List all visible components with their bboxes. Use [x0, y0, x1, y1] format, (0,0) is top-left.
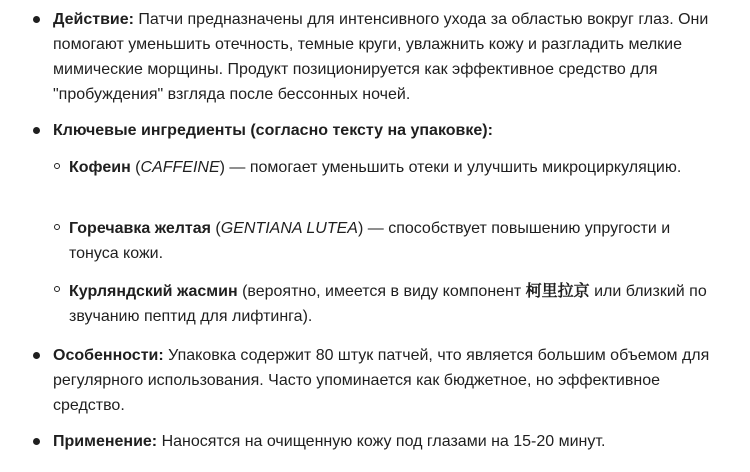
bullet-dot: [33, 352, 40, 359]
ingredient-description: или близкий по звучанию пептид для лифтинга).: [69, 283, 707, 325]
item-label: Особенности:: [53, 347, 164, 364]
list-item-usage: [53, 429, 713, 454]
item-text: Наносятся на очищенную кожу под глазами на 15-20 минут.: [157, 433, 606, 450]
item-label: Ключевые ингредиенты (согласно тексту на упаковке):: [53, 122, 493, 139]
sub-item-jasmine: Курляндский жасмин (вероятно, имеется в виду компонент 柯里拉京 или близкий по звучанию пептид для лифтинга).: [69, 278, 709, 329]
bullet-circle: [54, 286, 60, 292]
item-text: Упаковка содержит 80 штук патчей, что является большим объемом для регулярного использования. Часто упоминается как бюджетное, но эффективное средство.: [53, 347, 710, 414]
ingredient-latin: GENTIANA LUTEA: [220, 220, 358, 237]
ingredient-name: Курляндский жасмин: [69, 283, 238, 300]
list-item-action: [53, 7, 713, 107]
ingredient-latin: CAFFEINE: [140, 159, 220, 176]
ingredient-description: ) — способствует повышению упругости и тонуса кожи.: [69, 220, 671, 262]
bullet-circle: [54, 163, 60, 169]
bullet-circle: [54, 224, 60, 230]
sub-item-caffeine: Кофеин (CAFFEINE) — помогает уменьшить отеки и улучшить микроциркуляцию.: [69, 155, 709, 180]
ingredient-name: Горечавка желтая: [69, 220, 211, 237]
ingredient-name: Кофеин: [69, 159, 131, 176]
item-text: Патчи предназначены для интенсивного ухода за областью вокруг глаз. Они помогают уменьшить отечность, темные круги, увлажнить кожу и разгладить мелкие мимические морщины. Продукт позиционируется как эффективное средство для "пробуждения" взгляда после бессонных ночей.: [53, 11, 709, 103]
item-label: Применение:: [53, 433, 158, 450]
list-item-ingredients: [53, 118, 713, 143]
sub-item-gentiana: Горечавка желтая (GENTIANA LUTEA) — способствует повышению упругости и тонуса кожи.: [69, 216, 709, 266]
list-item-features: [53, 343, 713, 418]
item-label: Действие:: [53, 11, 134, 28]
bullet-dot: [33, 127, 40, 134]
bullet-dot: [33, 16, 40, 23]
ingredient-cjk-term: 柯里拉京: [525, 281, 590, 300]
bullet-dot: [33, 438, 40, 445]
ingredient-description: ) — помогает уменьшить отеки и улучшить микроциркуляцию.: [219, 159, 682, 176]
